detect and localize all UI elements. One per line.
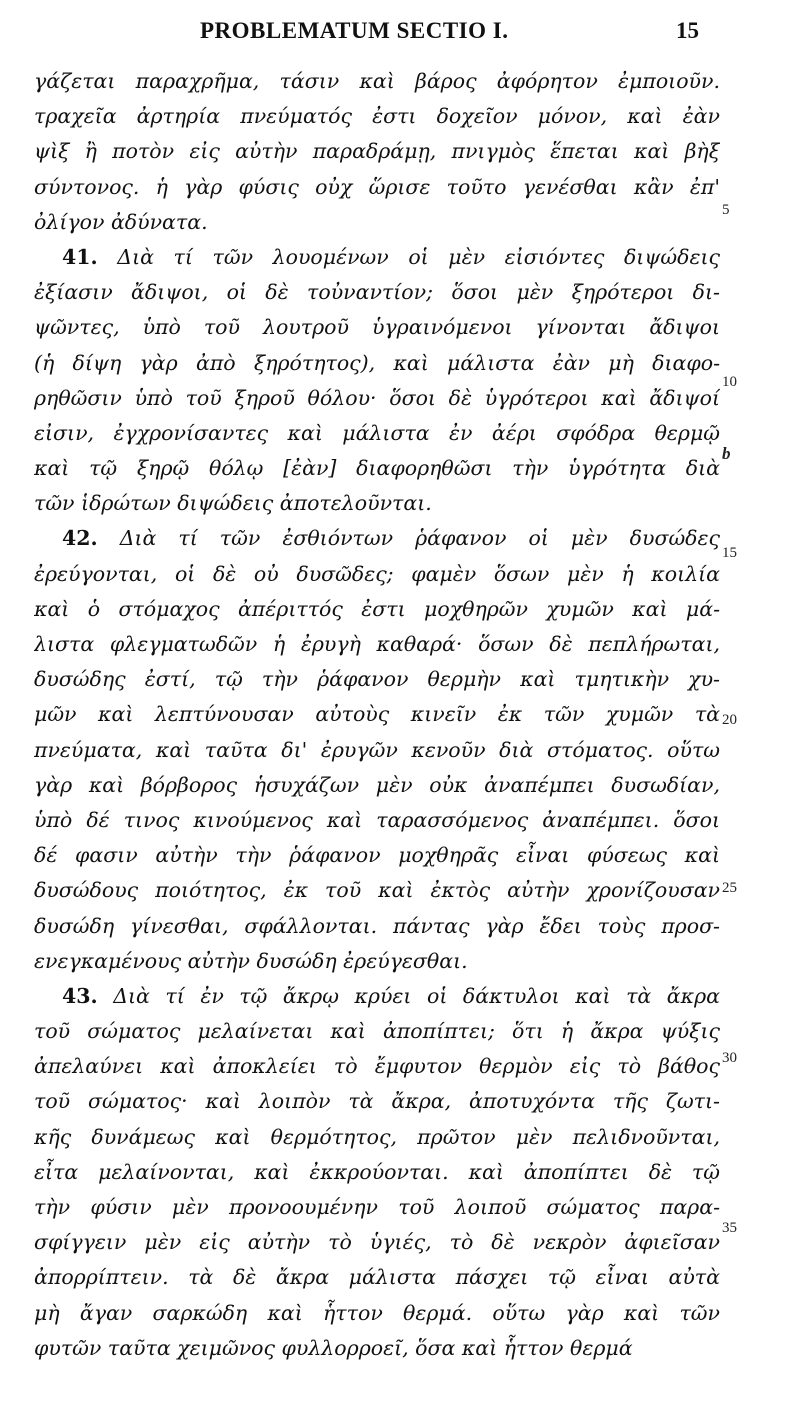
line-text: πνεύματα, καὶ ταῦτα δι' ἐρυγῶν κενοῦν διὰ στόματος. οὕτω (34, 737, 720, 762)
margin-letter-b: b (722, 444, 731, 463)
line-number-5: 5 (722, 202, 730, 218)
text-line (34, 557, 720, 592)
text-line (34, 170, 720, 205)
line-text: ψῶντες, ὑπὸ τοῦ λουτροῦ ὑγραινόμενοι γίνονται ἄδιψοι (34, 315, 720, 340)
text-line (34, 627, 720, 662)
line-text: ἀπορρίπτειν. τὰ δὲ ἄκρα μάλιστα πάσχει τῷ εἶναι αὐτὰ (34, 1265, 720, 1290)
line-number-25: 25 (722, 880, 737, 896)
text-line (34, 1014, 720, 1049)
line-text: ψὶξ ἢ ποτὸν εἰς αὐτὴν παραδράμῃ, πνιγμὸς ἕπεται καὶ βὴξ (34, 139, 720, 164)
line-text: δυσώδους ποιότητος, ἐκ τοῦ καὶ ἐκτὸς αὐτὴν χρονίζουσαν (34, 878, 720, 903)
line-number-15: 15 (722, 545, 737, 561)
text-line (34, 909, 720, 944)
text-line (34, 697, 720, 732)
line-number-30: 30 (722, 1050, 737, 1066)
header-title: PROBLEMATUM SECTIO I. (200, 18, 509, 43)
line-number-20: 20 (722, 712, 737, 728)
problem-heading-line (34, 240, 720, 275)
text-line (34, 592, 720, 627)
text-line (34, 1084, 720, 1119)
line-text: καὶ ὁ στόμαχος ἀπέριττός ἐστι μοχθηρῶν χυμῶν καὶ μά- (34, 596, 720, 621)
line-text: τῶν ἱδρώτων διψώδεις ἀποτελοῦνται. (34, 491, 432, 516)
page-number: 15 (676, 18, 699, 43)
line-text: λιστα φλεγματωδῶν ἡ ἐρυγὴ καθαρά· ὅσων δὲ πεπλήρωται, (34, 632, 720, 656)
problem-heading-line (34, 521, 720, 556)
text-line (34, 416, 720, 451)
problem-number: 42. (62, 526, 98, 551)
line-text: δυσώδη γίνεσθαι, σφάλλονται. πάντας γὰρ ἔδει τοὺς προσ- (34, 913, 720, 938)
line-text: ἐρεύγονται, οἱ δὲ οὐ δυσῶδες; φαμὲν ὅσων μὲν ἡ κοιλία (34, 561, 720, 586)
line-text: ἐξίασιν ἄδιψοι, οἱ δὲ τοὐναντίον; ὅσοι μὲν ξηρότεροι δι- (34, 280, 720, 305)
text-line (34, 1331, 720, 1366)
line-text: σφίγγειν μὲν εἰς αὐτὴν τὸ ὑγιές, τὸ δὲ νεκρὸν ἀφιεῖσαν (34, 1230, 720, 1255)
line-text: ὀλίγον ἀδύνατα. (34, 209, 208, 234)
problem-number: 41. (62, 244, 98, 269)
line-number-35: 35 (722, 1220, 737, 1236)
line-text: γὰρ καὶ βόρβορος ἡσυχάζων μὲν οὐκ ἀναπέμπει δυσωδίαν, (34, 772, 720, 797)
line-number-10: 10 (722, 374, 737, 390)
text-line (34, 205, 720, 240)
text-line (34, 1190, 720, 1225)
text-line (34, 381, 720, 416)
line-text: μὴ ἄγαν σαρκώδη καὶ ἧττον θερμά. οὕτω γὰρ καὶ τῶν (34, 1300, 720, 1325)
line-text: τὴν φύσιν μὲν προνοουμένην τοῦ λοιποῦ σώματος παρα- (34, 1195, 720, 1219)
text-line (34, 1225, 720, 1260)
problem-heading-line (34, 979, 720, 1014)
text-line (34, 1260, 720, 1295)
text-line (34, 451, 720, 486)
text-line (34, 1155, 720, 1190)
text-line (34, 1049, 720, 1084)
line-text: σύντονος. ἡ γὰρ φύσις οὐχ ὥρισε τοῦτο γενέσθαι κἂν ἐπ' (34, 174, 720, 199)
line-text: φυτῶν ταῦτα χειμῶνος φυλλορροεῖ, ὅσα καὶ ἧττον θερμά (34, 1335, 633, 1360)
text-line (34, 310, 720, 345)
line-text: ἀπελαύνει καὶ ἀποκλείει τὸ ἔμφυτον θερμὸν εἰς τὸ βάθος (34, 1054, 720, 1079)
line-text: Διὰ τί τῶν ἐσθιόντων ῥάφανον οἱ μὲν δυσώδες (119, 526, 720, 551)
text-line (34, 1296, 720, 1331)
running-header (0, 10, 800, 50)
line-text: δέ φασιν αὐτὴν τὴν ῥάφανον μοχθηρᾶς εἶναι φύσεως καὶ (34, 843, 720, 868)
line-text: ὑπὸ δέ τινος κινούμενος καὶ ταρασσόμενος ἀναπέμπει. ὅσοι (34, 807, 720, 832)
text-line (34, 1120, 720, 1155)
line-text: τραχεῖα ἀρτηρία πνεύματός ἐστι δοχεῖον μόνον, καὶ ἐὰν (34, 104, 720, 129)
text-line (34, 944, 720, 979)
line-text: εἶτα μελαίνονται, καὶ ἐκκρούονται. καὶ ἀποπίπτει δὲ τῷ (34, 1159, 720, 1184)
text-line (34, 873, 720, 908)
text-line (34, 768, 720, 803)
line-text: εἰσιν, ἐγχρονίσαντες καὶ μάλιστα ἐν ἀέρι σφόδρα θερμῷ (34, 420, 720, 445)
line-text: καὶ τῷ ξηρῷ θόλῳ [ἐὰν] διαφορηθῶσι τὴν ὑγρότητα διὰ (34, 456, 720, 481)
line-text: Διὰ τί ἐν τῷ ἄκρῳ κρύει οἱ δάκτυλοι καὶ τὰ ἄκρα (113, 983, 720, 1008)
text-line (34, 662, 720, 697)
line-text: Διὰ τί τῶν λουομένων οἱ μὲν εἰσιόντες διψώδεις (117, 244, 720, 269)
text-line (34, 486, 720, 521)
line-text: (ἡ δίψη γὰρ ἀπὸ ξηρότητος), καὶ μάλιστα ἐὰν μὴ διαφο- (34, 350, 720, 375)
problem-number: 43. (62, 983, 98, 1008)
text-line (34, 275, 720, 310)
text-line (34, 733, 720, 768)
text-line (34, 134, 720, 169)
body-text (34, 64, 720, 1366)
text-line (34, 64, 720, 99)
text-line (34, 838, 720, 873)
line-text: ρηθῶσιν ὑπὸ τοῦ ξηροῦ θόλου· ὅσοι δὲ ὑγρότεροι καὶ ἄδιψοί (34, 385, 720, 410)
text-line (34, 99, 720, 134)
text-line (34, 803, 720, 838)
line-text: μῶν καὶ λεπτύνουσαν αὐτοὺς κινεῖν ἐκ τῶν χυμῶν τὰ (34, 702, 720, 727)
line-text: γάζεται παραχρῆμα, τάσιν καὶ βάρος ἀφόρητον ἐμποιοῦν. (34, 69, 720, 93)
line-text: τοῦ σώματος μελαίνεται καὶ ἀποπίπτει; ὅτι ἡ ἄκρα ψύξις (34, 1019, 720, 1044)
text-line (34, 346, 720, 381)
line-text: τοῦ σώματος· καὶ λοιπὸν τὰ ἄκρα, ἀποτυχόντα τῆς ζωτι- (34, 1089, 720, 1114)
line-text: ενεγκαμένους αὐτὴν δυσώδη ἐρεύγεσθαι. (34, 948, 468, 973)
line-text: κῆς δυνάμεως καὶ θερμότητος, πρῶτον μὲν πελιδνοῦνται, (34, 1124, 720, 1149)
line-text: δυσώδης ἐστί, τῷ τὴν ῥάφανον θερμὴν καὶ τμητικὴν χυ- (34, 667, 720, 692)
